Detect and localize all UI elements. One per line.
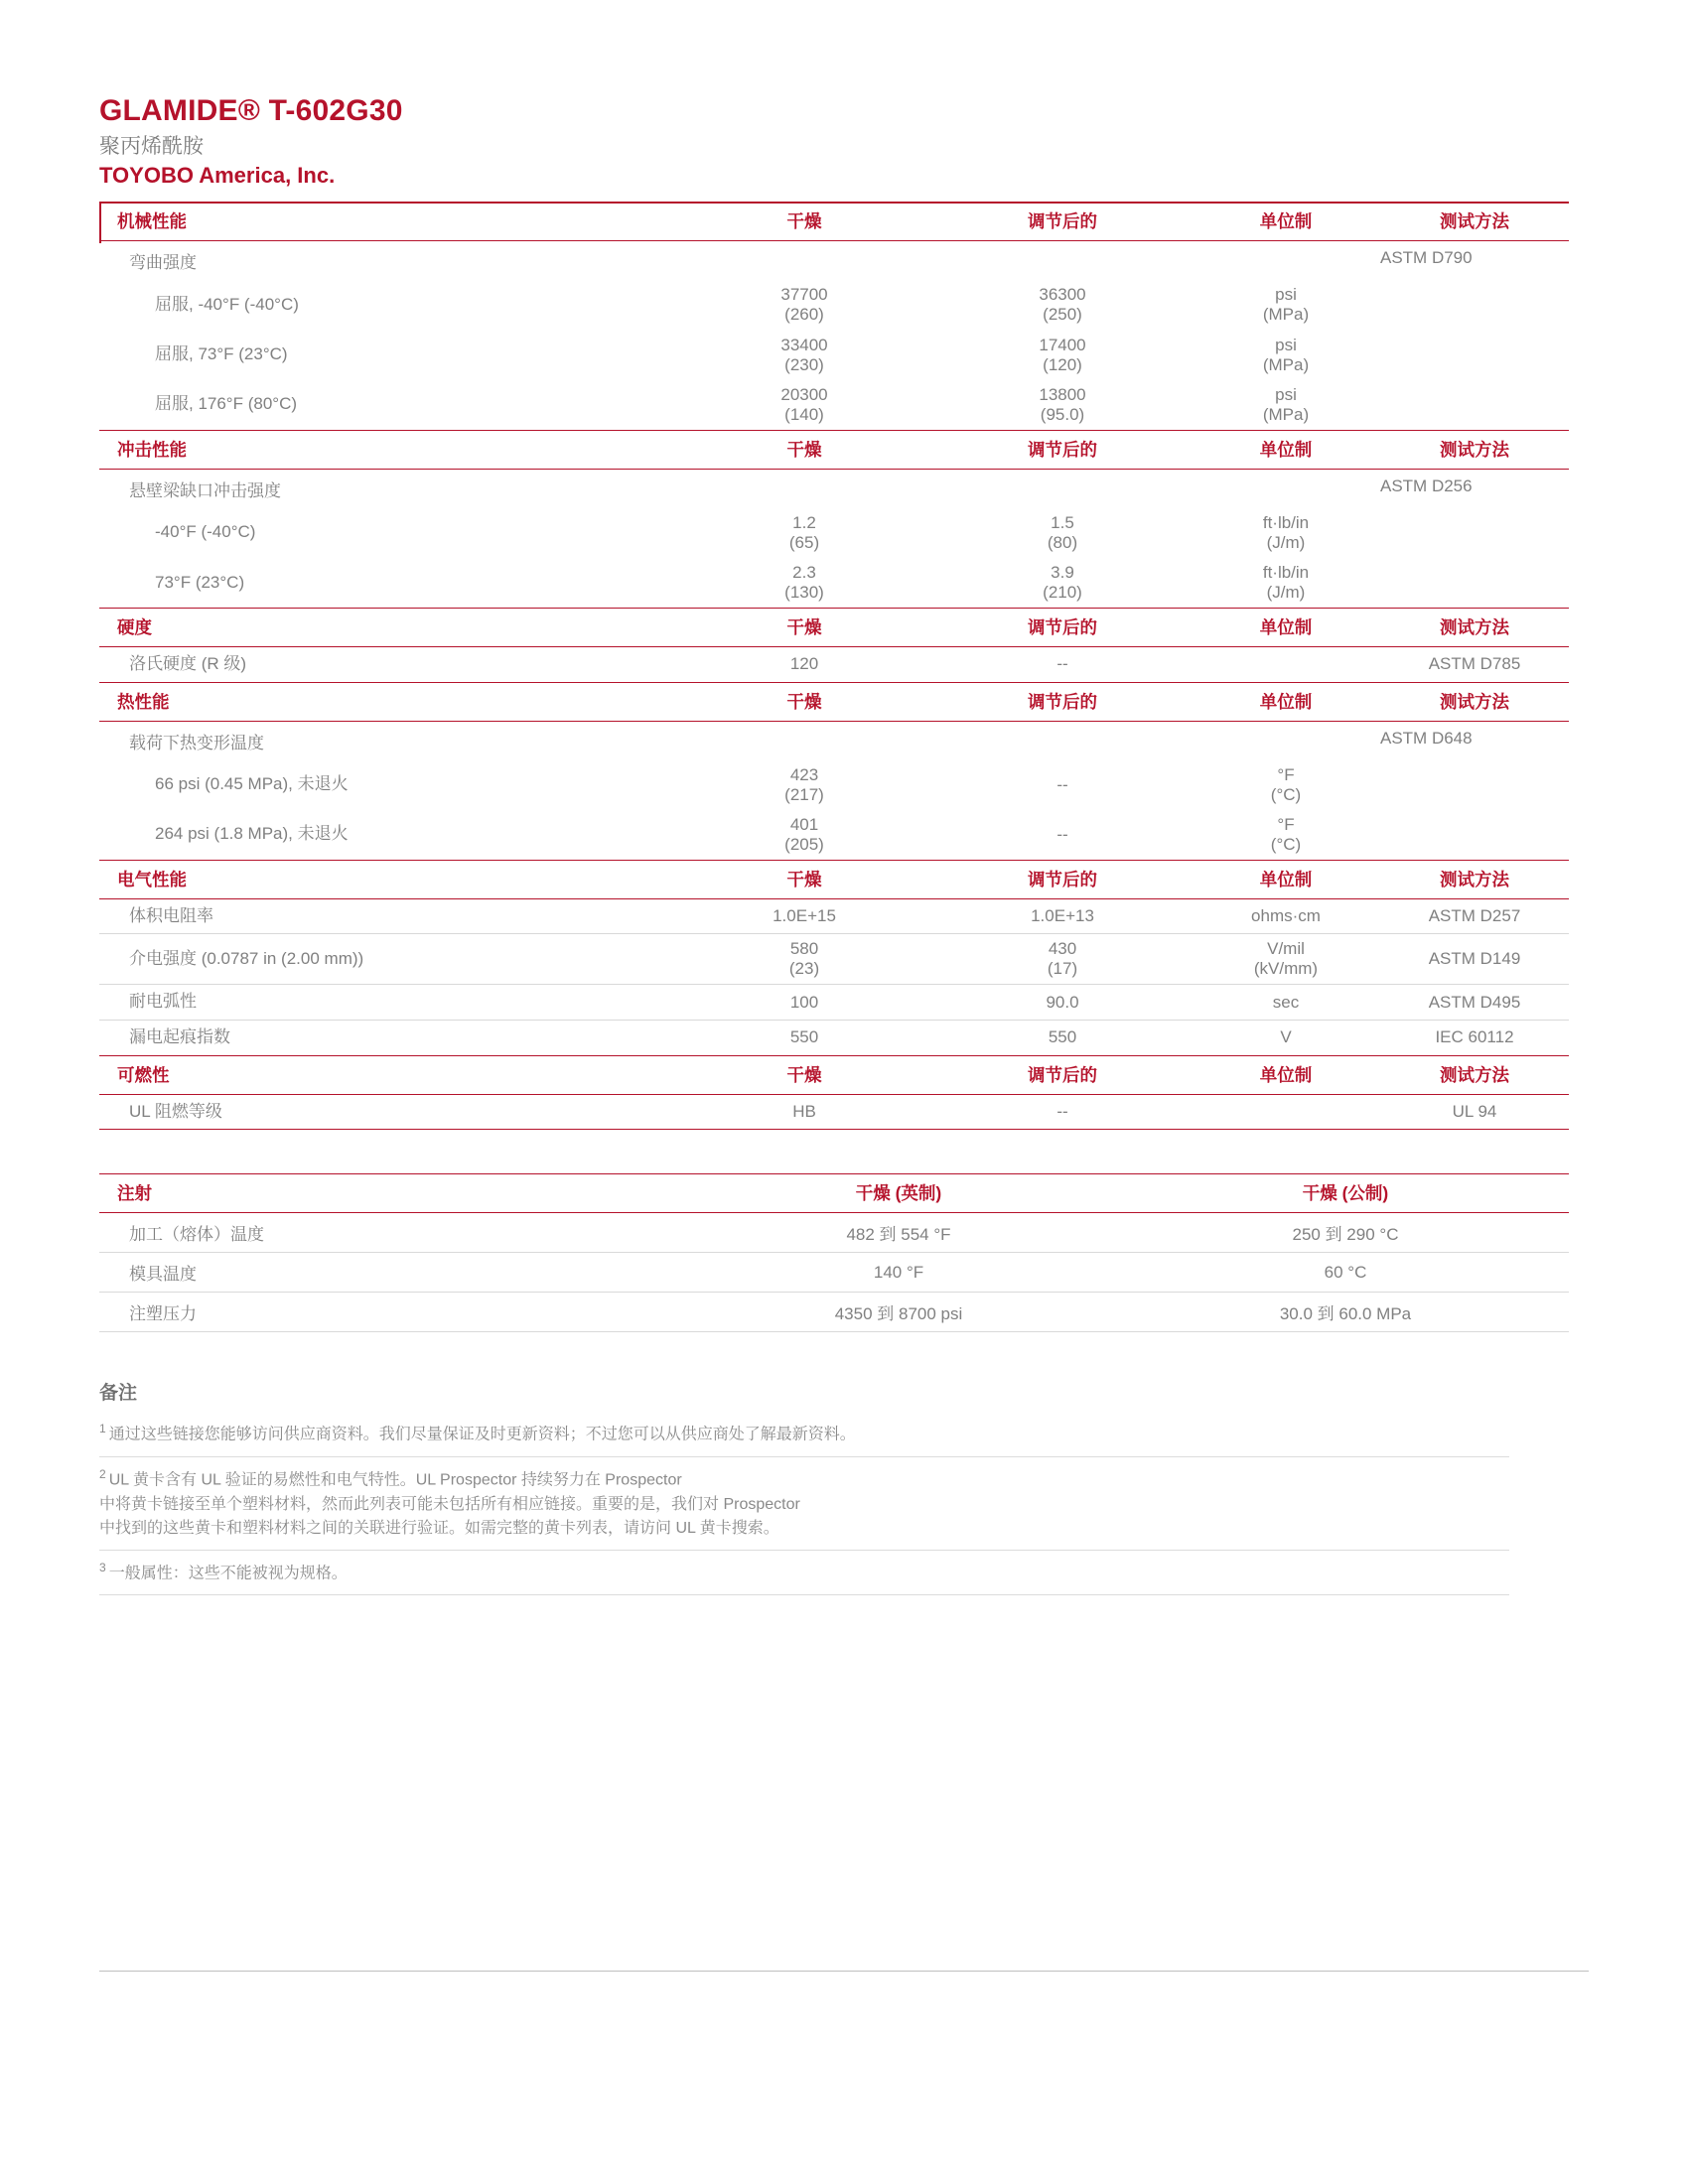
value-unit: psi (MPa) [1262, 285, 1310, 325]
note-line: UL 黄卡含有 UL 验证的易燃性和电气特性。UL Prospector 持续努力在 Prospector [108, 1470, 682, 1488]
section-title: 可燃性 [99, 1055, 675, 1094]
value-test-method [1380, 280, 1569, 330]
group-dry [675, 469, 933, 508]
table-row [99, 331, 1569, 380]
table-row [99, 646, 1569, 682]
section-header-row [99, 860, 1569, 898]
note-marker: 2 [99, 1466, 106, 1481]
table-row [99, 280, 1569, 330]
group-cond [933, 469, 1192, 508]
injection-header-row [99, 1174, 1569, 1213]
group-unit [1192, 241, 1380, 281]
footer-divider [99, 1971, 1589, 1972]
table-row [99, 810, 1569, 861]
note-line: 通过这些链接您能够访问供应商资料。我们尽量保证及时更新资料；不过您可以从供应商处了解最新资料。 [108, 1426, 856, 1443]
column-dry: 干燥 [675, 860, 933, 898]
value-dry: 20300 (140) [780, 384, 828, 424]
column-dry: 干燥 [675, 1055, 933, 1094]
column-conditioned: 调节后的 [933, 203, 1192, 241]
value-conditioned: 17400 (120) [1039, 335, 1086, 374]
document-header [0, 0, 1688, 190]
value-conditioned: 3.9 (210) [1043, 562, 1082, 602]
injection-table-wrap [99, 1173, 1569, 1332]
value-conditioned: 90.0 [1046, 992, 1079, 1012]
value-conditioned: 550 [1048, 1027, 1077, 1047]
property-label: 漏电起痕指数 [129, 1027, 230, 1047]
group-dry [675, 241, 933, 281]
property-label: 介电强度 (0.0787 in (2.00 mm)) [129, 949, 364, 969]
column-test-method: 测试方法 [1380, 608, 1569, 646]
section-header-row [99, 608, 1569, 646]
section-header-row [99, 1055, 1569, 1094]
value-conditioned: 36300 (250) [1039, 285, 1086, 325]
value-conditioned: -- [1056, 654, 1068, 674]
table-row [99, 934, 1569, 985]
column-dry: 干燥 [675, 608, 933, 646]
column-conditioned: 调节后的 [933, 608, 1192, 646]
column-unit: 单位制 [1192, 203, 1380, 241]
value-unit: sec [1272, 992, 1300, 1012]
column-unit: 单位制 [1192, 430, 1380, 469]
column-test-method: 测试方法 [1380, 682, 1569, 721]
value-dry: 550 [789, 1027, 819, 1047]
group-unit [1192, 721, 1380, 760]
section-title: 硬度 [99, 608, 675, 646]
value-conditioned: -- [1056, 774, 1068, 794]
column-conditioned: 调节后的 [933, 682, 1192, 721]
group-unit [1192, 469, 1380, 508]
table-row [99, 898, 1569, 934]
notes-section [99, 1378, 1509, 1595]
value-conditioned: 430 (17) [1047, 939, 1078, 979]
value-dry: 100 [789, 992, 819, 1012]
property-label: 屈服, 73°F (23°C) [155, 344, 288, 364]
section-title: 机械性能 [99, 203, 675, 241]
section-title: 热性能 [99, 682, 675, 721]
note-marker: 1 [99, 1422, 106, 1436]
value-test-method [1380, 810, 1569, 861]
property-label: -40°F (-40°C) [155, 522, 256, 542]
injection-col-metric: 干燥 (公制) [1122, 1174, 1569, 1213]
value-unit [1192, 646, 1380, 682]
value-dry: 423 (217) [784, 764, 824, 804]
value-test-method [1380, 508, 1569, 558]
injection-property: 注塑压力 [99, 1293, 675, 1332]
property-group-row [99, 721, 1569, 760]
property-group-row [99, 241, 1569, 281]
property-label: 体积电阻率 [129, 905, 213, 925]
injection-imperial-value: 482 到 554 °F [675, 1213, 1122, 1253]
value-unit: ft·lb/in (J/m) [1262, 512, 1310, 552]
property-label: 66 psi (0.45 MPa), 未退火 [155, 774, 349, 794]
note-item [99, 1457, 1509, 1552]
note-marker: 3 [99, 1561, 106, 1575]
value-unit: ohms·cm [1251, 906, 1321, 926]
table-row [99, 558, 1569, 609]
column-test-method: 测试方法 [1380, 1055, 1569, 1094]
column-conditioned: 调节后的 [933, 1055, 1192, 1094]
column-unit: 单位制 [1192, 860, 1380, 898]
injection-row [99, 1293, 1569, 1332]
value-conditioned: 1.0E+13 [1031, 906, 1094, 926]
group-dry [675, 721, 933, 760]
note-line: 中将黄卡链接至单个塑料材料，然而此列表可能未包括所有相应链接。重要的是，我们对 Prospector [99, 1495, 800, 1513]
value-dry: HB [792, 1102, 816, 1122]
value-test-method: ASTM D149 [1428, 949, 1521, 969]
injection-metric-value: 250 到 290 °C [1122, 1213, 1569, 1253]
polymer-name: 聚丙烯酰胺 [99, 134, 204, 158]
group-cond [933, 241, 1192, 281]
group-test-method: ASTM D256 [1380, 476, 1473, 495]
value-unit: V [1280, 1027, 1292, 1047]
value-unit: psi (MPa) [1262, 335, 1310, 374]
table-row [99, 985, 1569, 1020]
column-unit: 单位制 [1192, 682, 1380, 721]
property-label: 264 psi (1.8 MPa), 未退火 [155, 824, 349, 844]
value-dry: 2.3 (130) [784, 562, 824, 602]
injection-row [99, 1253, 1569, 1293]
value-test-method [1380, 380, 1569, 431]
value-unit: psi (MPa) [1262, 384, 1310, 424]
column-conditioned: 调节后的 [933, 430, 1192, 469]
column-unit: 单位制 [1192, 608, 1380, 646]
property-label: UL 阻燃等级 [129, 1101, 222, 1121]
section-title: 电气性能 [99, 860, 675, 898]
properties-table-wrap [99, 202, 1569, 1130]
value-dry: 33400 (230) [780, 335, 828, 374]
value-unit: V/mil (kV/mm) [1253, 939, 1319, 979]
group-cond [933, 721, 1192, 760]
value-dry: 1.0E+15 [773, 906, 836, 926]
group-label: 弯曲强度 [129, 253, 197, 273]
injection-col-imperial: 干燥 (英制) [675, 1174, 1122, 1213]
property-label: 屈服, 176°F (80°C) [155, 394, 298, 414]
property-group-row [99, 469, 1569, 508]
value-unit: ft·lb/in (J/m) [1262, 562, 1310, 602]
section-header-row [99, 430, 1569, 469]
column-test-method: 测试方法 [1380, 860, 1569, 898]
value-conditioned: 1.5 (80) [1047, 512, 1078, 552]
section-title: 冲击性能 [99, 430, 675, 469]
notes-title: 备注 [99, 1383, 138, 1405]
value-test-method [1380, 331, 1569, 380]
value-unit [1192, 1094, 1380, 1130]
group-test-method: ASTM D648 [1380, 728, 1473, 748]
section-header-row [99, 203, 1569, 241]
injection-title: 注射 [99, 1174, 675, 1213]
properties-table [99, 202, 1569, 1130]
value-dry: 120 [789, 654, 819, 674]
injection-imperial-value: 4350 到 8700 psi [675, 1293, 1122, 1332]
table-row [99, 380, 1569, 431]
note-line: 中找到的这些黄卡和塑料材料之间的关联进行验证。如需完整的黄卡列表，请访问 UL 黄卡搜索。 [99, 1520, 779, 1538]
property-label: 耐电弧性 [129, 992, 197, 1012]
value-conditioned: -- [1056, 824, 1068, 844]
injection-table [99, 1173, 1569, 1332]
note-item [99, 1551, 1509, 1595]
company-name: TOYOBO America, Inc. [99, 162, 336, 188]
injection-row [99, 1213, 1569, 1253]
table-row [99, 760, 1569, 810]
column-conditioned: 调节后的 [933, 860, 1192, 898]
group-label: 载荷下热变形温度 [129, 733, 264, 752]
value-dry: 401 (205) [784, 814, 824, 854]
property-label: 洛氏硬度 (R 级) [129, 653, 247, 673]
injection-imperial-value: 140 °F [675, 1253, 1122, 1293]
section-header-row [99, 682, 1569, 721]
value-unit: °F (°C) [1270, 814, 1302, 854]
product-title: GLAMIDE® T-602G30 [99, 94, 403, 127]
table-row [99, 1094, 1569, 1130]
group-test-method: ASTM D790 [1380, 248, 1473, 268]
property-label: 73°F (23°C) [155, 572, 245, 592]
value-test-method: ASTM D785 [1428, 654, 1521, 674]
table-row [99, 508, 1569, 558]
value-unit: °F (°C) [1270, 764, 1302, 804]
value-conditioned: -- [1056, 1102, 1068, 1122]
injection-metric-value: 30.0 到 60.0 MPa [1122, 1293, 1569, 1332]
value-test-method [1380, 558, 1569, 609]
column-dry: 干燥 [675, 203, 933, 241]
note-line: 一般属性：这些不能被视为规格。 [108, 1565, 348, 1582]
value-test-method: ASTM D495 [1428, 992, 1521, 1012]
column-dry: 干燥 [675, 682, 933, 721]
value-test-method: UL 94 [1452, 1102, 1497, 1122]
column-unit: 单位制 [1192, 1055, 1380, 1094]
property-label: 屈服, -40°F (-40°C) [155, 295, 299, 315]
group-label: 悬壁梁缺口冲击强度 [129, 480, 281, 500]
column-test-method: 测试方法 [1380, 430, 1569, 469]
table-close-rule [99, 1130, 1569, 1131]
injection-metric-value: 60 °C [1122, 1253, 1569, 1293]
value-conditioned: 13800 (95.0) [1039, 384, 1086, 424]
injection-property: 模具温度 [99, 1253, 675, 1293]
column-test-method: 测试方法 [1380, 203, 1569, 241]
value-dry: 580 (23) [788, 939, 820, 979]
injection-property: 加工（熔体）温度 [99, 1213, 675, 1253]
value-test-method: ASTM D257 [1428, 906, 1521, 926]
value-test-method: IEC 60112 [1435, 1027, 1514, 1047]
value-test-method [1380, 760, 1569, 810]
value-dry: 1.2 (65) [788, 512, 820, 552]
note-item [99, 1412, 1509, 1456]
column-dry: 干燥 [675, 430, 933, 469]
table-row [99, 1021, 1569, 1055]
value-dry: 37700 (260) [780, 285, 828, 325]
